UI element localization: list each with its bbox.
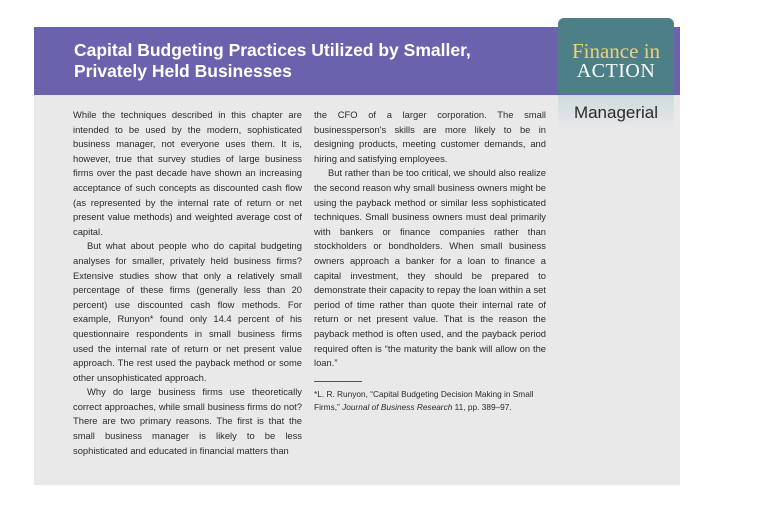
tab-line-1: Finance in — [571, 39, 661, 63]
feature-title — [74, 40, 534, 82]
footnote-citation: 11, pp. 389–97. — [452, 401, 512, 412]
paragraph-2: But what about people who do capital budgeting analyses for smaller, privately held business firms? Extensive studies show that only a relatively small percentage of these firms (generally less than 20 percent) use discounted cash flow methods. For example, Runyon* found only 14.4 percent of his questionnaire respondents in small business firms used the internal rate of return or net present value approach. The rest used the payback method or some other unsophisticated approach. — [73, 240, 302, 383]
text-column-left — [73, 108, 302, 458]
footnote-rule — [314, 381, 362, 382]
footnote-journal: Journal of Business Research — [342, 401, 453, 412]
tab-line-2: ACTION — [576, 60, 656, 82]
title-line-1: Capital Budgeting Practices Utilized by Smaller, — [74, 40, 471, 60]
footnote-text: *L. R. Runyon, “Capital Budgeting Decision Making in Small Firms,” — [314, 388, 534, 412]
paragraph-1: While the techniques described in this chapter are intended to be used by the modern, sophisticated business manager, not everyone uses them. It is, however, true that survey studies of large business firms over the past decade have shown an increasing acceptance of such concepts as discounted cash flow (as represented by the internal rate of return or net present value methods) and weighted average cost of capital. — [73, 109, 302, 237]
category-label-box — [558, 95, 674, 130]
paragraph-4: But rather than be too critical, we should also realize the second reason why small business owners might be using the payback method or similar less sophisticated techniques. Small business owners must deal primarily with bankers or finance companies rather than stockholders or bondholders. When small business owners approach a banker for a loan to finance a capital investment, they should be prepared to demonstrate their capacity to repay the loan within a set period of time rather than quote their internal rate of return or net present value. That is the reason the payback method is often used, and the payback period required often is “the maturity the bank will allow on the loan.” — [314, 167, 546, 369]
footnote — [314, 388, 546, 414]
paragraph-3: Why do large business firms use theoretically correct approaches, while small business firms do not? There are two primary reasons. The first is that the small business manager is likely to be less sophisticated and educated in financial matters than — [73, 386, 302, 456]
title-line-2: Privately Held Businesses — [74, 61, 292, 81]
paragraph-3-continued: the CFO of a larger corporation. The small businessperson's skills are more likely to be in designing products, meeting customer demands, and hiring and satisfying employees. — [314, 109, 546, 164]
finance-in-action-tab — [558, 18, 674, 94]
category-label: Managerial — [573, 103, 659, 122]
text-column-right — [314, 108, 546, 414]
